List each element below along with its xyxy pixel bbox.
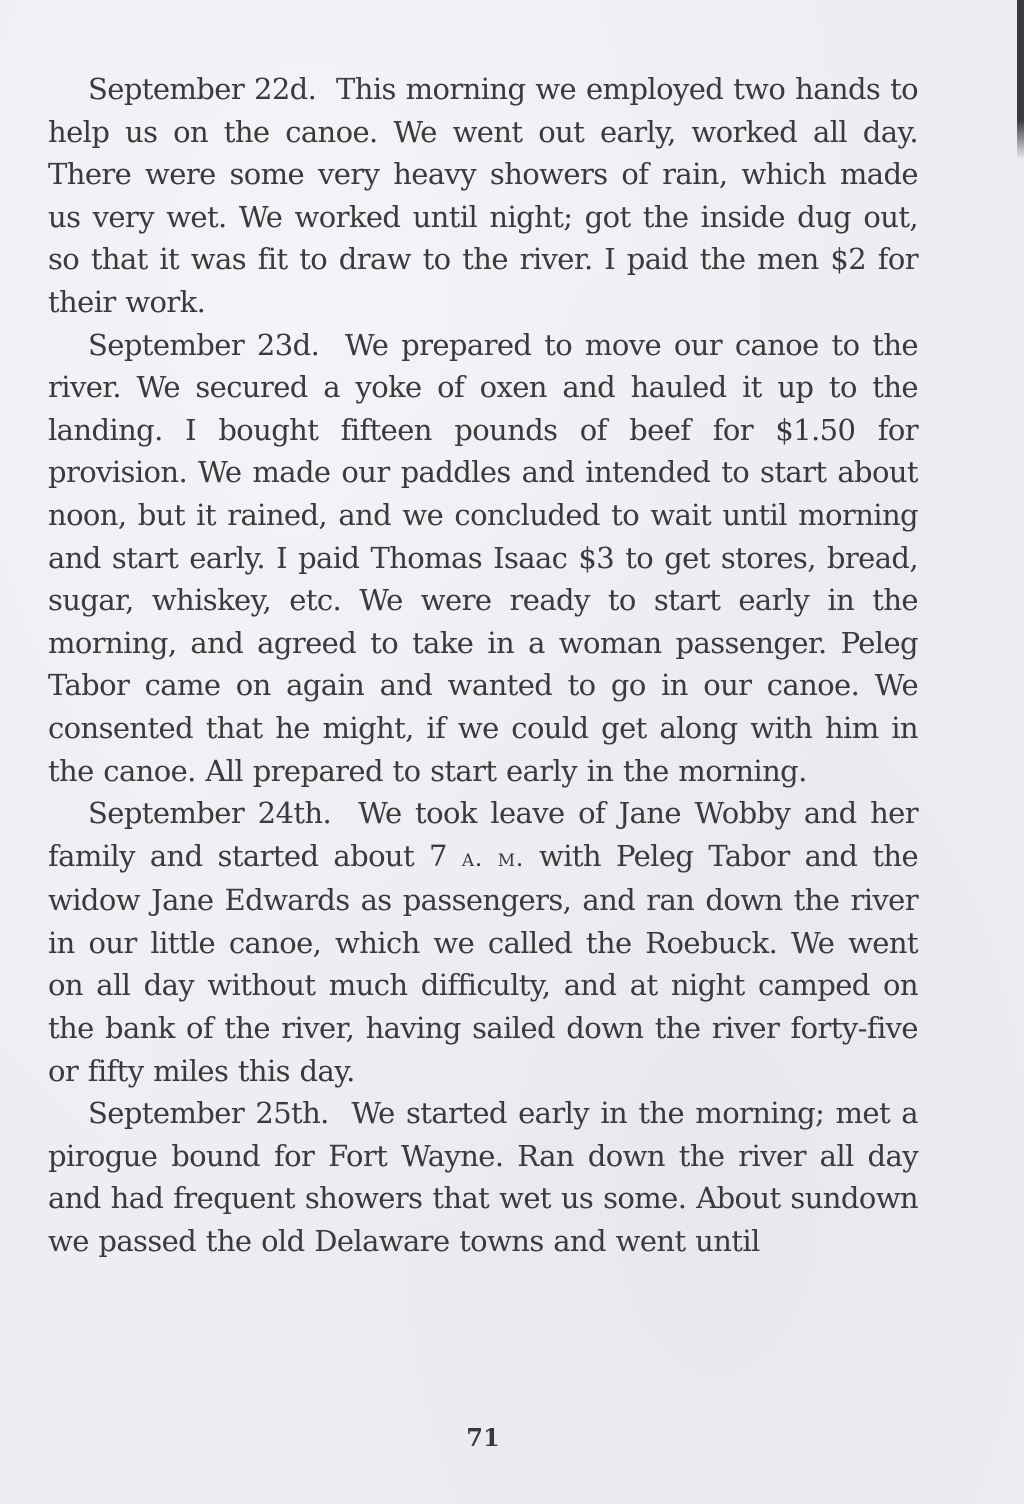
entry-date: September 24th.	[88, 796, 332, 831]
entry-date: September 22d.	[88, 72, 317, 106]
entry-text: We started early in the morning; met a pirogue bound for Fort Wayne. Ran down the river all day and had frequent showers that wet us some. About sundown we passed the old Delaware towns and went until	[48, 1096, 918, 1259]
diary-entry-sept-25	[48, 1092, 918, 1262]
time-marker: a. m.	[461, 842, 524, 872]
diary-entry-sept-23	[48, 324, 918, 793]
entry-text: We prepared to move our canoe to the river. We secured a yoke of oxen and hauled it up to the landing. I bought fifteen pounds of beef for $1.50 for provision. We made our paddles and intended to start about noon, but it rained, and we concluded to wait until morning and start early. I paid Thomas Isaac $3 to get stores, bread, sugar, whiskey, etc. We were ready to start early in the morning, and agreed to take in a woman passenger. Peleg Tabor came on again and wanted to go in our canoe. We consented that he might, if we could get along with him in the canoe. All prepared to start early in the morning.	[48, 327, 918, 788]
body-text	[48, 68, 918, 1263]
entry-date: September 25th.	[88, 1096, 329, 1131]
diary-entry-sept-22	[48, 68, 918, 324]
entry-text: This morning we employed two hands to help us on the canoe. We went out early, worked all day. There were some very heavy showers of rain, which made us very wet. We worked until night; got the inside dug out, so that it was fit to draw to the river. I paid the men $2 for their work.	[48, 72, 918, 319]
diary-entry-sept-24	[48, 792, 918, 1092]
page-edge-shadow	[1017, 0, 1024, 160]
entry-text-before-time: We took leave of Jane Wobby and her family and started about 7	[48, 796, 918, 873]
entry-text-after-time: with Peleg Tabor and the widow Jane Edwards as passengers, and ran down the river in our little canoe, which we called the Roebuck. We went on all day without much difficulty, and at night camped on the bank of the river, having sailed down the river forty-five or fifty miles this day.	[48, 838, 919, 1088]
entry-date: September 23d.	[88, 327, 320, 362]
page-number: 71	[466, 1423, 500, 1452]
